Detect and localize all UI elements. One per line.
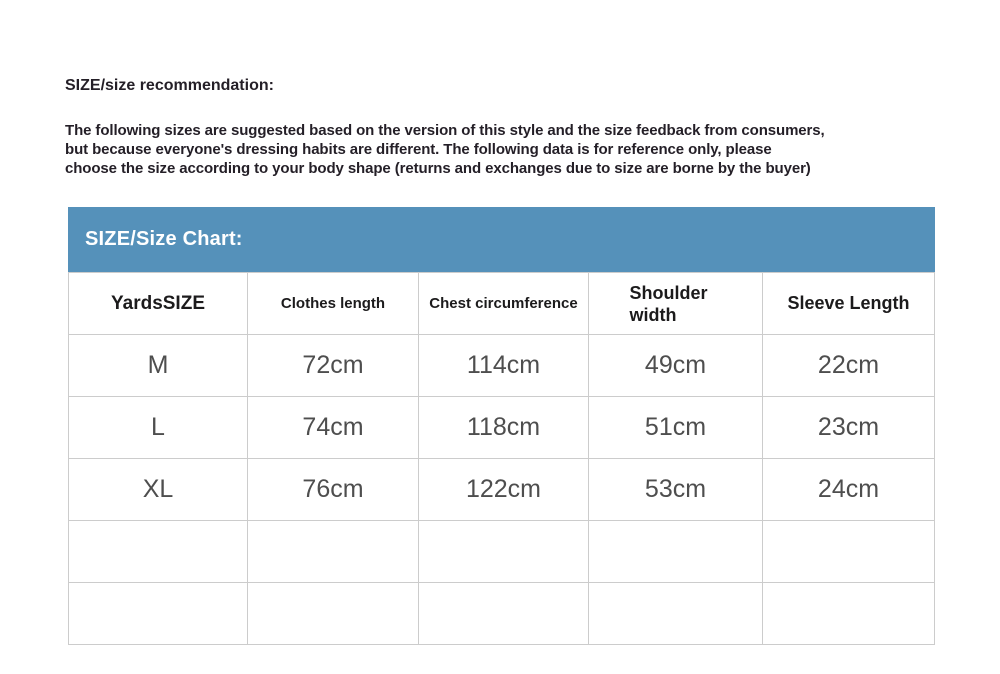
recommendation-body-line-3: choose the size according to your body shape (returns and exchanges due to size are borne by the buyer) — [65, 160, 811, 177]
cell-chest-circumference: 118cm — [419, 397, 589, 459]
table-cell-empty — [589, 583, 763, 645]
cell-clothes-length: 76cm — [248, 459, 419, 521]
table-cell-empty — [248, 583, 419, 645]
cell-clothes-length: 74cm — [248, 397, 419, 459]
table-header-row — [69, 273, 935, 335]
table-cell-empty — [248, 521, 419, 583]
table-row-size-l — [69, 397, 935, 459]
recommendation-body-line-2: but because everyone's dressing habits are different. The following data is for reference only, please — [65, 141, 772, 158]
column-header-label: Clothes length — [280, 295, 386, 312]
cell-shoulder-width: 49cm — [589, 335, 763, 397]
column-header-chest-circumference — [419, 273, 589, 335]
cell-size-label: M — [69, 335, 248, 397]
column-header-clothes-length — [248, 273, 419, 335]
table-cell-empty — [589, 521, 763, 583]
table-row-size-xl — [69, 459, 935, 521]
table-cell-empty — [69, 521, 248, 583]
cell-shoulder-width: 51cm — [589, 397, 763, 459]
size-chart-title-bar — [68, 207, 935, 272]
cell-chest-circumference: 122cm — [419, 459, 589, 521]
table-cell-empty — [763, 521, 935, 583]
cell-clothes-length: 72cm — [248, 335, 419, 397]
column-header-label: YardsSIZE — [111, 292, 205, 314]
recommendation-body-line-1: The following sizes are suggested based on the version of this style and the size feedback from consumers, — [65, 122, 825, 139]
column-header-label: Shoulder width — [629, 282, 708, 325]
column-header-yards-size — [69, 273, 248, 335]
table-cell-empty — [69, 583, 248, 645]
table-row-empty — [69, 583, 935, 645]
table-row-size-m — [69, 335, 935, 397]
cell-size-label: XL — [69, 459, 248, 521]
table-cell-empty — [763, 583, 935, 645]
size-chart-title: SIZE/Size Chart: — [85, 228, 243, 250]
cell-chest-circumference: 114cm — [419, 335, 589, 397]
column-header-label: Chest circumference — [429, 295, 578, 312]
column-header-shoulder-width — [589, 273, 763, 335]
table-cell-empty — [419, 583, 589, 645]
recommendation-heading: SIZE/size recommendation: — [65, 77, 274, 94]
cell-sleeve-length: 23cm — [763, 397, 935, 459]
cell-shoulder-width: 53cm — [589, 459, 763, 521]
recommendation-body — [65, 121, 945, 178]
column-header-label: Sleeve Length — [787, 293, 910, 313]
column-header-sleeve-length — [763, 273, 935, 335]
cell-sleeve-length: 22cm — [763, 335, 935, 397]
table-row-empty — [69, 521, 935, 583]
size-chart-table — [68, 272, 935, 645]
cell-size-label: L — [69, 397, 248, 459]
cell-sleeve-length: 24cm — [763, 459, 935, 521]
table-cell-empty — [419, 521, 589, 583]
